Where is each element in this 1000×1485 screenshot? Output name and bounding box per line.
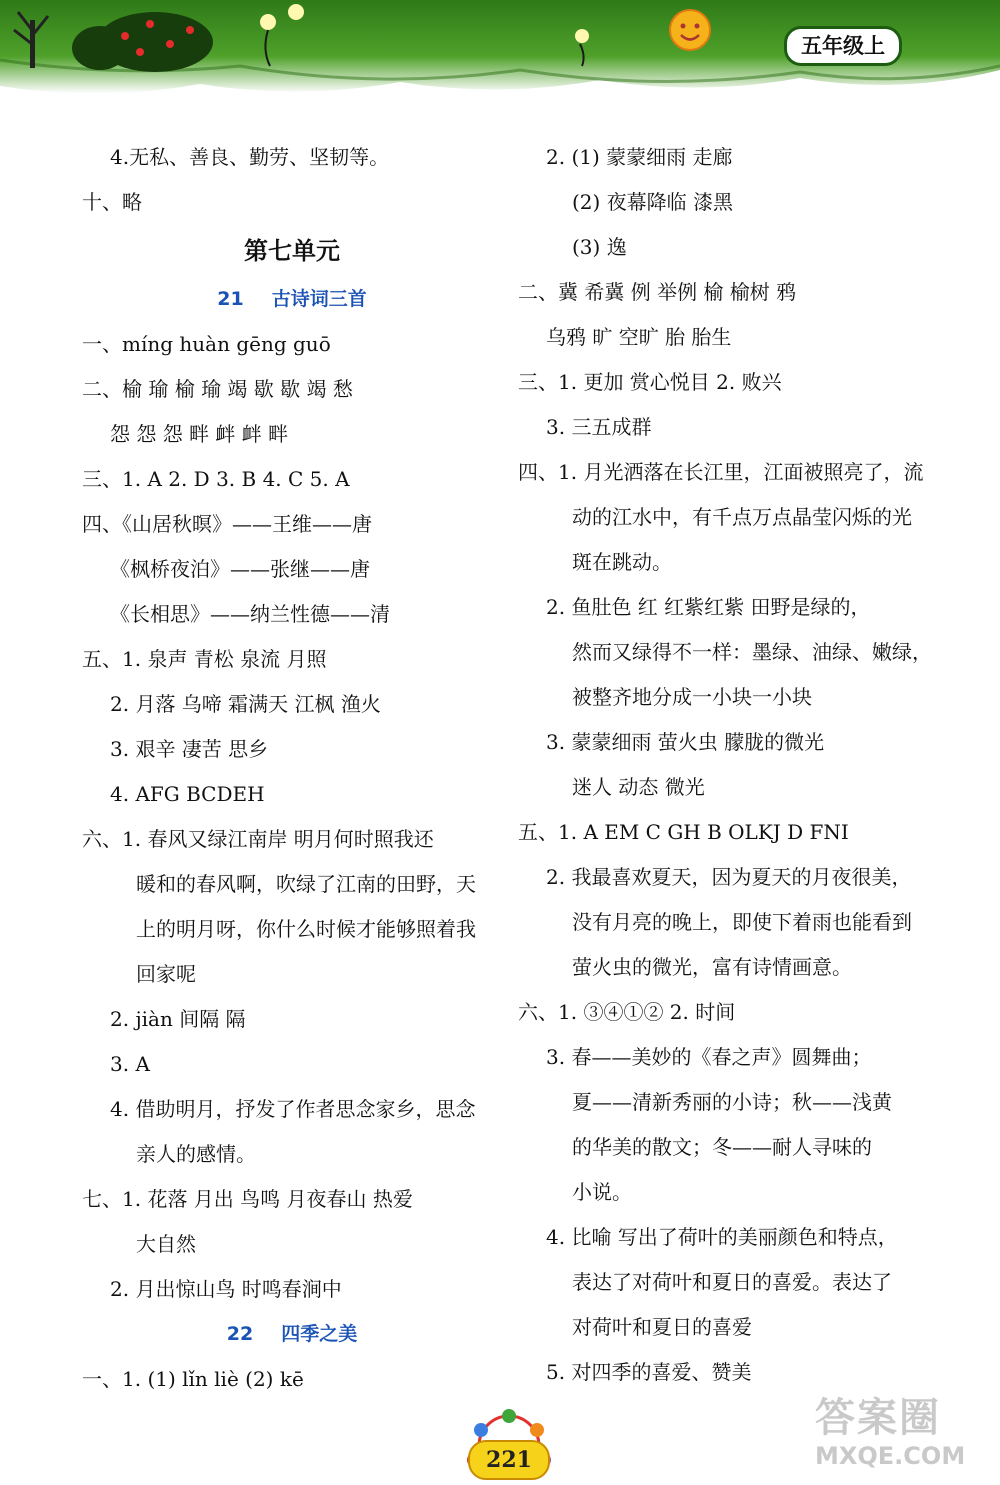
answer-line: 4. 比喻 写出了荷叶的美丽颜色和特点， [546,1225,898,1249]
answer-line: 2. jiàn 间隔 隔 [110,1007,246,1031]
answer-line: 一、1. (1) lǐn liè (2) kē [82,1367,304,1391]
answer-line: 四、《山居秋暝》——王维——唐 [82,512,372,536]
answer-line: 暖和的春风啊，吹绿了江南的田野，天 [136,872,476,896]
answer-line: 斑在跳动。 [572,550,672,574]
answer-line: 四、1. 月光洒落在长江里，江面被照亮了，流 [518,460,924,484]
answer-line: 怨 怨 怨 畔 衅 衅 畔 [110,422,289,446]
answer-line: 3. A [110,1052,150,1076]
answer-line: 一、míng huàn gēng guō [82,332,331,356]
answer-line: 没有月亮的晚上，即使下着雨也能看到 [572,910,912,934]
answer-line: 回家呢 [136,962,196,986]
answer-line: 2. 我最喜欢夏天，因为夏天的月夜很美， [546,865,912,889]
answer-line: 七、1. 花落 月出 鸟鸣 月夜春山 热爱 [82,1187,413,1211]
answer-line: (3) 逸 [572,235,627,259]
answer-line: 3. 三五成群 [546,415,652,439]
answer-line: 五、1. A EM C GH B OLKJ D FNI [518,820,849,844]
watermark-cn: 答案圈 [815,1395,941,1441]
lesson-title: 四季之美 [281,1323,358,1345]
answer-line: 3. 艰辛 凄苦 思乡 [110,737,269,761]
answer-line: 2. 月落 乌啼 霜满天 江枫 渔火 [110,692,381,716]
answer-line: 小说。 [572,1180,632,1204]
answer-line: 4.无私、善良、勤劳、坚韧等。 [110,145,390,169]
answer-line: 乌鸦 旷 空旷 胎 胎生 [546,325,732,349]
answer-line: 三、1. 更加 赏心悦目 2. 败兴 [518,370,782,394]
lesson-title: 古诗词三首 [271,288,367,310]
answer-line: 六、1. ③④①② 2. 时间 [518,1000,736,1024]
left-answer-column [82,135,502,1402]
answer-line: 《枫桥夜泊》——张继——唐 [110,557,370,581]
answer-line: 5. 对四季的喜爱、赞美 [546,1360,752,1384]
answer-line: 2. 月出惊山鸟 时鸣春涧中 [110,1277,342,1301]
lesson-heading [82,277,502,322]
answer-line: 2. (1) 蒙蒙细雨 走廊 [546,145,733,169]
answer-line: 五、1. 泉声 青松 泉流 月照 [82,647,327,671]
answer-line: 3. 蒙蒙细雨 萤火虫 朦胧的微光 [546,730,825,754]
answer-line: 三、1. A 2. D 3. B 4. C 5. A [82,467,350,491]
sun-icon [670,10,710,50]
answer-line: 六、1. 春风又绿江南岸 明月何时照我还 [82,827,434,851]
answer-line: 对荷叶和夏日的喜爱 [572,1315,752,1339]
answer-line: 夏——清新秀丽的小诗；秋——浅黄 [572,1090,892,1114]
right-answer-column [518,135,938,1395]
unit-title: 第七单元 [244,237,340,265]
answer-line: 萤火虫的微光，富有诗情画意。 [572,955,852,979]
grade-badge: 五年级上 [784,26,902,66]
page-number: 221 [468,1440,550,1480]
answer-line: 2. 鱼肚色 红 红紫红紫 田野是绿的， [546,595,871,619]
answer-line: 4. AFG BCDEH [110,782,265,806]
header-banner [0,0,1000,112]
lesson-number: 21 [217,288,244,310]
answer-line: 《长相思》——纳兰性德——清 [110,602,390,626]
answer-line: 二、冀 希冀 例 举例 榆 榆树 鸦 [518,280,797,304]
answer-line: 3. 春——美妙的《春之声》圆舞曲； [546,1045,872,1069]
answer-line: 十、略 [82,190,142,214]
answer-line: 然而又绿得不一样：墨绿、油绿、嫩绿， [572,640,932,664]
answer-line: (2) 夜幕降临 漆黑 [572,190,734,214]
answer-line: 亲人的感情。 [136,1142,256,1166]
answer-line: 迷人 动态 微光 [572,775,705,799]
answer-line: 的华美的散文；冬——耐人寻味的 [572,1135,872,1159]
lesson-heading [82,1312,502,1357]
answer-line: 动的江水中，有千点万点晶莹闪烁的光 [572,505,912,529]
answer-line: 表达了对荷叶和夏日的喜爱。表达了 [572,1270,892,1294]
answer-line: 被整齐地分成一小块一小块 [572,685,812,709]
lesson-number: 22 [226,1323,254,1345]
answer-line: 二、榆 瑜 榆 瑜 竭 歇 歇 竭 愁 [82,377,353,401]
answer-line: 上的明月呀，你什么时候才能够照着我 [136,917,476,941]
watermark-en: MXQE.COM [815,1442,966,1470]
answer-line: 大自然 [136,1232,196,1256]
site-watermark [815,1395,995,1480]
answer-line: 4. 借助明月，抒发了作者思念家乡，思念 [110,1097,476,1121]
